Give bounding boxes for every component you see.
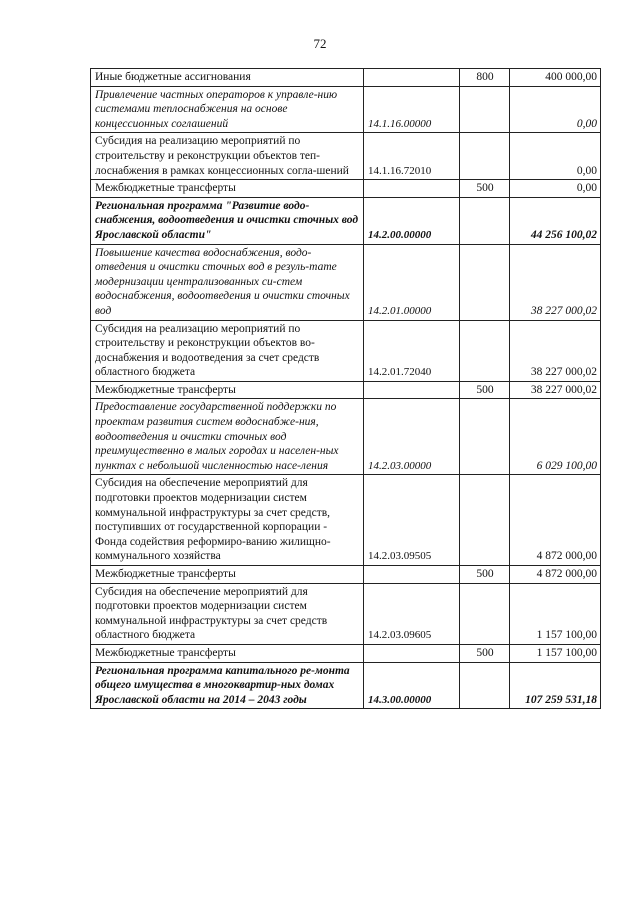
row-code-cell: 14.2.03.00000 (364, 399, 460, 475)
row-expense-type-cell (460, 320, 510, 381)
table-row (91, 180, 601, 198)
row-code-cell: 14.2.00.00000 (364, 197, 460, 244)
row-name-cell: Межбюджетные трансферты (91, 566, 364, 584)
row-code-cell: 14.2.01.00000 (364, 244, 460, 320)
row-name-cell: Повышение качества водоснабжения, водо-отведения и очистки сточных вод в резуль-тате модернизации централизованных си-стем водоснабжения, водоотведения и очистки сточных вод (91, 244, 364, 320)
table-row (91, 133, 601, 180)
page-number: 72 (313, 36, 327, 51)
row-code-cell: 14.3.00.00000 (364, 662, 460, 709)
row-sum-cell: 44 256 100,02 (510, 197, 601, 244)
row-code-cell (364, 381, 460, 399)
row-sum-cell: 38 227 000,02 (510, 320, 601, 381)
table-row (91, 197, 601, 244)
row-sum-cell: 0,00 (510, 180, 601, 198)
row-code-cell (364, 566, 460, 584)
row-expense-type-cell (460, 475, 510, 566)
table-row (91, 399, 601, 475)
row-sum-cell: 6 029 100,00 (510, 399, 601, 475)
row-name-cell: Региональная программа "Развитие водо-снабжения, водоотведения и очистки сточных вод Ярославской области" (91, 197, 364, 244)
row-expense-type-cell: 800 (460, 69, 510, 87)
row-name-cell: Предоставление государственной поддержки по проектам развития систем водоснабже-ния, водоотведения и очистки сточных вод преимущественно в малых городах и населен-ных пунктах с небольшой численностью насе-ления (91, 399, 364, 475)
row-code-cell (364, 644, 460, 662)
row-code-cell (364, 69, 460, 87)
table-row (91, 566, 601, 584)
row-name-cell: Межбюджетные трансферты (91, 381, 364, 399)
table-row (91, 475, 601, 566)
row-expense-type-cell: 500 (460, 180, 510, 198)
row-expense-type-cell (460, 399, 510, 475)
row-expense-type-cell (460, 86, 510, 133)
table-row (91, 662, 601, 709)
row-code-cell: 14.2.01.72040 (364, 320, 460, 381)
budget-table-body (91, 69, 601, 709)
row-sum-cell: 4 872 000,00 (510, 475, 601, 566)
row-name-cell: Межбюджетные трансферты (91, 644, 364, 662)
budget-table (90, 68, 601, 709)
row-name-cell: Субсидия на обеспечение мероприятий для подготовки проектов модернизации систем коммунальной инфраструктуры за счет средств, поступивших от государственной корпорации - Фонда содействия реформиро-ванию жилищно-коммунального хозяйства (91, 475, 364, 566)
row-name-cell: Иные бюджетные ассигнования (91, 69, 364, 87)
row-expense-type-cell (460, 583, 510, 644)
row-sum-cell: 0,00 (510, 86, 601, 133)
row-sum-cell: 38 227 000,02 (510, 244, 601, 320)
row-code-cell: 14.1.16.00000 (364, 86, 460, 133)
table-row (91, 583, 601, 644)
row-sum-cell: 1 157 100,00 (510, 644, 601, 662)
row-code-cell: 14.2.03.09605 (364, 583, 460, 644)
table-row (91, 381, 601, 399)
row-name-cell: Субсидия на обеспечение мероприятий для подготовки проектов модернизации систем коммунальной инфраструктуры за счет средств областного бюджета (91, 583, 364, 644)
row-expense-type-cell (460, 662, 510, 709)
row-sum-cell: 4 872 000,00 (510, 566, 601, 584)
row-expense-type-cell: 500 (460, 566, 510, 584)
row-sum-cell: 107 259 531,18 (510, 662, 601, 709)
row-expense-type-cell (460, 133, 510, 180)
row-expense-type-cell (460, 197, 510, 244)
row-name-cell: Региональная программа капитального ре-монта общего имущества в многоквартир-ных домах Ярославской области на 2014 – 2043 годы (91, 662, 364, 709)
table-row (91, 86, 601, 133)
row-sum-cell: 38 227 000,02 (510, 381, 601, 399)
row-sum-cell: 0,00 (510, 133, 601, 180)
row-name-cell: Межбюджетные трансферты (91, 180, 364, 198)
table-row (91, 644, 601, 662)
row-code-cell (364, 180, 460, 198)
row-expense-type-cell: 500 (460, 644, 510, 662)
row-name-cell: Субсидия на реализацию мероприятий по строительству и реконструкции объектов во-доснабжения и водоотведения за счет средств областного бюджета (91, 320, 364, 381)
table-row (91, 244, 601, 320)
row-name-cell: Субсидия на реализацию мероприятий по строительству и реконструкции объектов теп-лоснабжения в рамках концессионных согла-шений (91, 133, 364, 180)
row-sum-cell: 1 157 100,00 (510, 583, 601, 644)
row-expense-type-cell (460, 244, 510, 320)
row-code-cell: 14.2.03.09505 (364, 475, 460, 566)
table-row (91, 69, 601, 87)
row-name-cell: Привлечение частных операторов к управле-нию системами теплоснабжения на основе концессионных соглашений (91, 86, 364, 133)
row-code-cell: 14.1.16.72010 (364, 133, 460, 180)
row-expense-type-cell: 500 (460, 381, 510, 399)
row-sum-cell: 400 000,00 (510, 69, 601, 87)
table-row (91, 320, 601, 381)
